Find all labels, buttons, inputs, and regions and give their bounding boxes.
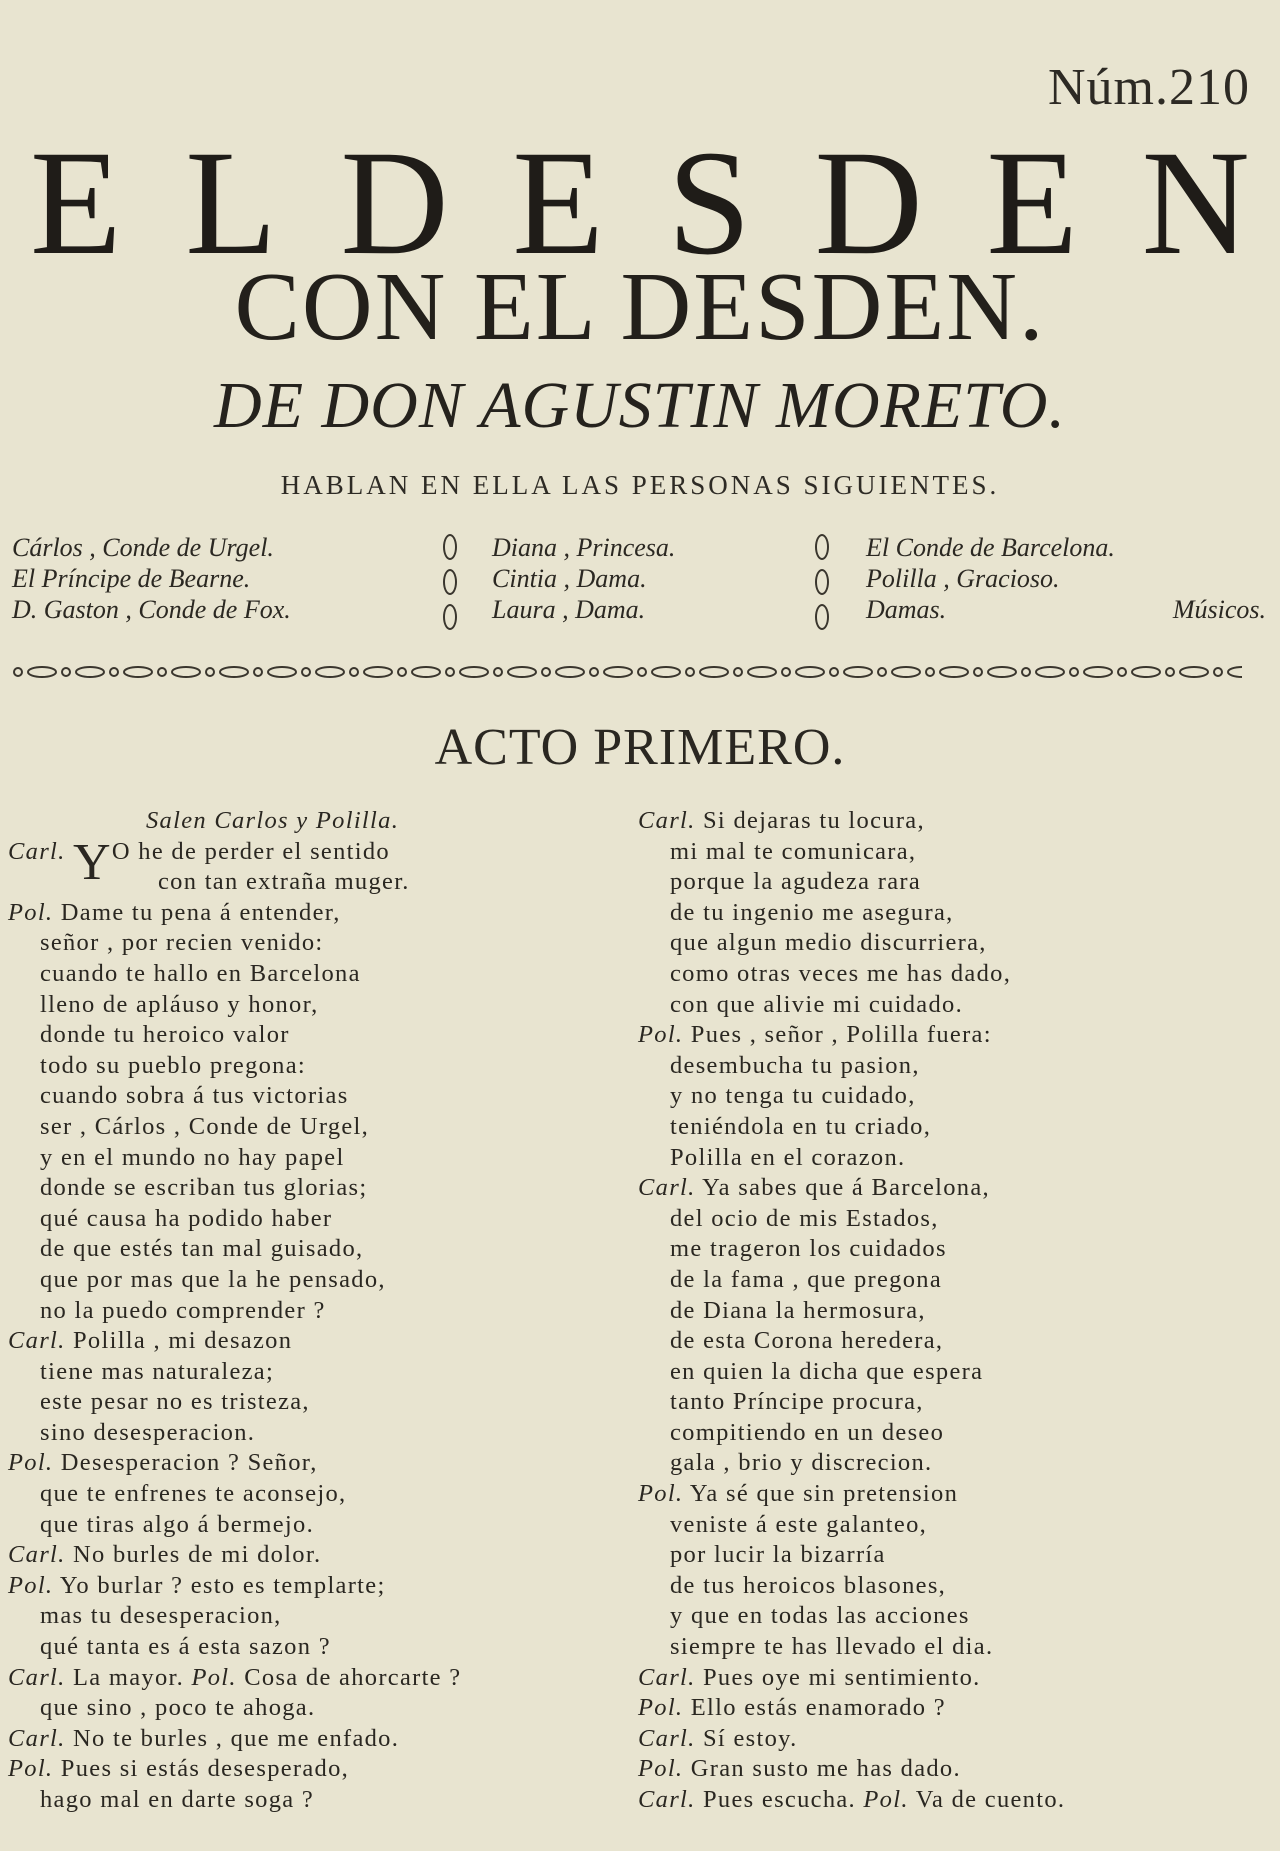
verse-text: Dame tu pena á entender, bbox=[60, 898, 341, 926]
verse-line bbox=[638, 1020, 1278, 1051]
cast-column-3 bbox=[866, 532, 1266, 625]
verse-line bbox=[638, 1448, 1278, 1479]
verse-line bbox=[8, 1265, 623, 1296]
verse-line bbox=[638, 867, 1278, 898]
verse-text: donde se escriban tus glorias; bbox=[40, 1174, 368, 1202]
verse-text: con que alivie mi cuidado. bbox=[670, 990, 964, 1018]
verse-line bbox=[638, 1296, 1278, 1327]
verse-text: Gran susto me has dado. bbox=[690, 1755, 961, 1783]
verse-line bbox=[638, 1112, 1278, 1143]
verse-text: donde tu heroico valor bbox=[40, 1021, 290, 1049]
verse-line bbox=[638, 1785, 1278, 1816]
verse-line: con tan extraña muger. bbox=[158, 868, 410, 896]
verse-line bbox=[8, 1020, 623, 1051]
verse-text: qué tanta es á esta sazon ? bbox=[40, 1633, 331, 1661]
verse-text: por lucir la bizarría bbox=[670, 1541, 886, 1569]
verse-line bbox=[8, 1326, 623, 1357]
act-heading: ACTO PRIMERO. bbox=[434, 719, 846, 776]
verse-text: Pues oye mi sentimiento. bbox=[703, 1663, 981, 1691]
verse-line bbox=[638, 1571, 1278, 1602]
verse-text: todo su pueblo pregona: bbox=[40, 1051, 307, 1079]
verse-text: porque la agudeza rara bbox=[670, 868, 922, 896]
verse-line bbox=[638, 1632, 1278, 1663]
verse-text: teniéndola en tu criado, bbox=[670, 1112, 932, 1140]
cast-entry bbox=[866, 594, 1266, 625]
bracket-ornament bbox=[440, 534, 460, 630]
verse-line bbox=[8, 1540, 623, 1571]
title-letter: S bbox=[667, 120, 751, 286]
verse-line bbox=[638, 1173, 1278, 1204]
verse-line bbox=[8, 1510, 623, 1541]
cast-entry-damas: Damas. bbox=[866, 595, 947, 624]
cast-entry: Diana , Princesa. bbox=[492, 533, 676, 562]
cast-entry: El Príncipe de Bearne. bbox=[12, 564, 251, 593]
verse-text: señor , por recien venido: bbox=[40, 929, 324, 957]
speaker-label: Carl. bbox=[638, 1663, 696, 1691]
verse-text: de esta Corona heredera, bbox=[670, 1327, 944, 1355]
verse-line bbox=[8, 1571, 623, 1602]
verse-text: Pues escucha. bbox=[703, 1786, 856, 1813]
verse-line bbox=[638, 1693, 1278, 1724]
cast-entry: Laura , Dama. bbox=[492, 595, 646, 624]
verse-text: Ya sé que sin pretension bbox=[689, 1480, 959, 1508]
speaker-label: Carl. bbox=[8, 837, 66, 865]
verse-text: ser , Cárlos , Conde de Urgel, bbox=[40, 1112, 370, 1140]
speaker-label: Carl. bbox=[8, 1541, 66, 1569]
speaker-label: Pol. bbox=[8, 1449, 54, 1477]
verse-line bbox=[638, 1204, 1278, 1235]
verse-line bbox=[638, 1143, 1278, 1174]
verse-text: Pues si estás desesperado, bbox=[60, 1755, 350, 1783]
cast-entry: Cintia , Dama. bbox=[492, 564, 647, 593]
verse-text: compitiendo en un deseo bbox=[670, 1418, 945, 1446]
verse-text: cuando sobra á tus victorias bbox=[40, 1082, 349, 1110]
cast-entry-musicos: Músicos. bbox=[1172, 595, 1266, 624]
verse-text: La mayor. bbox=[73, 1663, 185, 1691]
verse-line bbox=[638, 1418, 1278, 1449]
speaker-label: Carl. bbox=[638, 1786, 696, 1813]
verse-text: Polilla en el corazon. bbox=[670, 1143, 906, 1171]
verse-text: me trageron los cuidados bbox=[670, 1235, 947, 1263]
verse-line bbox=[638, 1051, 1278, 1082]
verse-text: mas tu desesperacion, bbox=[40, 1602, 282, 1630]
cast-column-1 bbox=[12, 532, 412, 625]
verse-line bbox=[8, 1296, 623, 1327]
verse-text: como otras veces me has dado, bbox=[670, 959, 1012, 987]
verse-text: no la puedo comprender ? bbox=[40, 1296, 326, 1324]
ornament-divider bbox=[12, 662, 1242, 682]
verse-line bbox=[8, 1754, 623, 1785]
verse-line bbox=[8, 1693, 623, 1724]
speaker-label: Pol. bbox=[638, 1021, 684, 1049]
verse-line bbox=[638, 898, 1278, 929]
verse-text: Ello estás enamorado ? bbox=[690, 1694, 946, 1722]
verse-line bbox=[8, 990, 623, 1021]
stage-direction: Salen Carlos y Polilla. bbox=[146, 807, 400, 834]
verse-text: siempre te has llevado el dia. bbox=[670, 1633, 994, 1661]
verse-line bbox=[638, 1663, 1278, 1694]
cast-column-2 bbox=[492, 532, 792, 625]
title-letter: N bbox=[1141, 120, 1250, 286]
bracket-ornament bbox=[812, 534, 832, 630]
cast-entry: El Conde de Barcelona. bbox=[866, 533, 1115, 562]
verse-line bbox=[638, 1265, 1278, 1296]
verse-text: que tiras algo á bermejo. bbox=[40, 1510, 315, 1538]
speaker-label: Carl. bbox=[638, 1174, 696, 1202]
verse-text: desembucha tu pasion, bbox=[670, 1051, 920, 1079]
verse-text: tanto Príncipe procura, bbox=[670, 1388, 924, 1416]
verse-line bbox=[8, 1234, 623, 1265]
verse-column-left bbox=[8, 806, 623, 1816]
verse-line bbox=[638, 837, 1278, 868]
cast-entry: Cárlos , Conde de Urgel. bbox=[12, 533, 274, 562]
verse-text: y no tenga tu cuidado, bbox=[670, 1082, 916, 1110]
issue-number: Núm.210 bbox=[1048, 59, 1250, 116]
verse-text: hago mal en darte soga ? bbox=[40, 1786, 315, 1813]
cast-entry: D. Gaston , Conde de Fox. bbox=[12, 595, 291, 624]
title-letter: L bbox=[185, 120, 277, 286]
speaker-label: Pol. bbox=[8, 1571, 54, 1599]
verse-text: y en el mundo no hay papel bbox=[40, 1143, 345, 1171]
verse-text: de Diana la hermosura, bbox=[670, 1296, 926, 1324]
speaker-label: Pol. bbox=[8, 898, 54, 926]
speaker-label: Pol. bbox=[191, 1663, 237, 1691]
verse-line bbox=[8, 1479, 623, 1510]
verse-text: en quien la dicha que espera bbox=[670, 1357, 984, 1385]
verse-line bbox=[8, 898, 623, 929]
speaker-label: Pol. bbox=[8, 1755, 54, 1783]
verse-line bbox=[8, 1418, 623, 1449]
verse-text: que algun medio discurriera, bbox=[670, 929, 987, 957]
verse-text: que por mas que la he pensado, bbox=[40, 1265, 386, 1293]
speaker-label: Carl. bbox=[8, 1327, 66, 1355]
author-line: DE DON AGUSTIN MORETO. bbox=[214, 369, 1066, 442]
verse-text: sino desesperacion. bbox=[40, 1418, 256, 1446]
verse-line bbox=[638, 928, 1278, 959]
title-letter: D bbox=[814, 120, 923, 286]
speaker-label: Carl. bbox=[8, 1663, 66, 1691]
verse-line bbox=[8, 1387, 623, 1418]
verse-line bbox=[8, 928, 623, 959]
verse-line bbox=[8, 1112, 623, 1143]
verse-text: cuando te hallo en Barcelona bbox=[40, 959, 361, 987]
drop-cap: Y bbox=[73, 833, 112, 891]
verse-line bbox=[638, 1601, 1278, 1632]
speaker-label: Pol. bbox=[638, 1755, 684, 1783]
verse-line bbox=[8, 1357, 623, 1388]
verse-text: este pesar no es tristeza, bbox=[40, 1388, 310, 1416]
verse-text: Va de cuento. bbox=[915, 1786, 1066, 1813]
verse-text: que sino , poco te ahoga. bbox=[40, 1694, 316, 1722]
title-letter: E bbox=[512, 120, 604, 286]
verse-line bbox=[638, 1510, 1278, 1541]
verse-text: Polilla , mi desazon bbox=[73, 1327, 293, 1355]
verse-line bbox=[8, 1173, 623, 1204]
title-line-2: CON EL DESDEN. bbox=[234, 253, 1046, 361]
verse-text: y que en todas las acciones bbox=[670, 1602, 970, 1630]
verse-line bbox=[8, 1448, 623, 1479]
verse-line bbox=[8, 1051, 623, 1082]
verse-text: No te burles , que me enfado. bbox=[73, 1724, 400, 1752]
speaker-label: Carl. bbox=[8, 1724, 66, 1752]
cast-entry: Polilla , Gracioso. bbox=[866, 564, 1060, 593]
verse-line bbox=[638, 1724, 1278, 1755]
verse-text: que te enfrenes te aconsejo, bbox=[40, 1480, 347, 1508]
verse-text: del ocio de mis Estados, bbox=[670, 1204, 939, 1232]
verse-text: de tu ingenio me asegura, bbox=[670, 898, 954, 926]
verse-line bbox=[8, 1143, 623, 1174]
verse-line bbox=[8, 1663, 623, 1694]
verse-line bbox=[638, 1540, 1278, 1571]
verse-line bbox=[638, 1326, 1278, 1357]
verse-text: mi mal te comunicara, bbox=[670, 837, 917, 865]
speaker-label: Pol. bbox=[638, 1480, 684, 1508]
verse-text: lleno de apláuso y honor, bbox=[40, 990, 319, 1018]
verse-text: Si dejaras tu locura, bbox=[703, 807, 925, 834]
cast-heading: HABLAN EN ELLA LAS PERSONAS SIGUIENTES. bbox=[280, 470, 1000, 500]
verse-line bbox=[638, 806, 1278, 837]
verse-line bbox=[8, 1785, 623, 1816]
verse-text: Pues , señor , Polilla fuera: bbox=[690, 1021, 992, 1049]
speaker-label: Pol. bbox=[863, 1786, 909, 1813]
verse-text: Ya sabes que á Barcelona, bbox=[702, 1174, 990, 1202]
verse-line bbox=[638, 1081, 1278, 1112]
title-letter: E bbox=[30, 120, 122, 286]
verse-line bbox=[638, 990, 1278, 1021]
verse-text: O he de perder el sentido bbox=[111, 837, 390, 865]
verse-line bbox=[638, 1479, 1278, 1510]
verse-text: Cosa de ahorcarte ? bbox=[244, 1663, 462, 1691]
speaker-label: Pol. bbox=[638, 1694, 684, 1722]
verse-line bbox=[8, 1724, 623, 1755]
verse-line bbox=[8, 1632, 623, 1663]
verse-line bbox=[8, 1204, 623, 1235]
verse-line bbox=[638, 959, 1278, 990]
verse-text: tiene mas naturaleza; bbox=[40, 1357, 275, 1385]
verse-line bbox=[8, 959, 623, 990]
verse-column-right bbox=[638, 806, 1278, 1816]
verse-line bbox=[638, 1754, 1278, 1785]
verse-line bbox=[8, 1601, 623, 1632]
verse-text: Desesperacion ? Señor, bbox=[60, 1449, 318, 1477]
verse-text: Sí estoy. bbox=[703, 1724, 798, 1752]
verse-text: gala , brio y discrecion. bbox=[670, 1449, 933, 1477]
verse-line bbox=[638, 1234, 1278, 1265]
verse-text: de que estés tan mal guisado, bbox=[40, 1235, 364, 1263]
verse-line bbox=[638, 1387, 1278, 1418]
verse-text: de tus heroicos blasones, bbox=[670, 1571, 947, 1599]
title-letter: D bbox=[340, 120, 449, 286]
verse-line bbox=[8, 1081, 623, 1112]
verse-line bbox=[638, 1357, 1278, 1388]
verse-text: de la fama , que pregona bbox=[670, 1265, 943, 1293]
verse-text: qué causa ha podido haber bbox=[40, 1204, 333, 1232]
speaker-label: Carl. bbox=[638, 807, 696, 834]
speaker-label: Carl. bbox=[638, 1724, 696, 1752]
verse-text: Yo burlar ? esto es templarte; bbox=[59, 1571, 386, 1599]
verse-text: No burles de mi dolor. bbox=[73, 1541, 322, 1569]
title-letter: E bbox=[986, 120, 1079, 286]
verse-text: veniste á este galanteo, bbox=[670, 1510, 928, 1538]
